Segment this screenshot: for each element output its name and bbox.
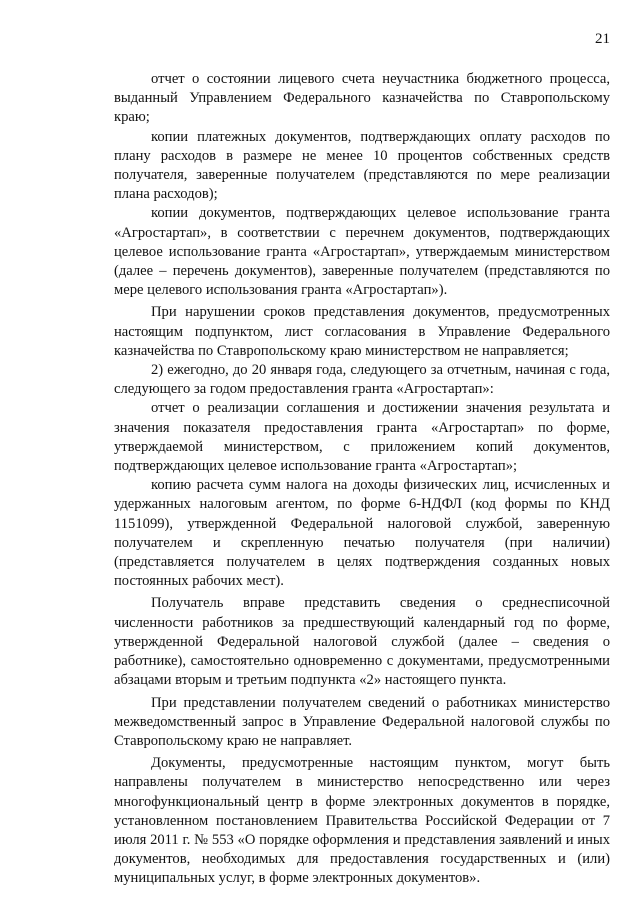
paragraph: копии платежных документов, подтверждающих оплату расходов по плану расходов в размере не менее 10 процентов собственных средств получателя, заверенные получателем (представляются по мере реализации плана расходов);	[114, 128, 610, 203]
paragraph: Документы, предусмотренные настоящим пунктом, могут быть направлены получателем в министерство непосредственно или через многофункциональный центр в форме электронных документов в порядке, установленном постановлением Правительства Российской Федерации от 7 июля 2011 г. № 553 «О порядке оформления и представления заявлений и иных документов, необходимых для предоставления государственных и (или) муниципальных услуг, в форме электронных документов».	[114, 755, 610, 887]
paragraph: копию расчета сумм налога на доходы физических лиц, исчисленных и удержанных налоговым агентом, по форме 6-НДФЛ (код формы по КНД 1151099), утвержденной Федеральной налоговой службой, заверенную получателем и скрепленную печатью получателя (при наличии) (представляется получателем в целях подтверждения созданных новых постоянных рабочих мест).	[114, 477, 610, 590]
paragraph: отчет о реализации соглашения и достижении значения результата и значения показателя предоставления гранта «Агростартап» по форме, утверждаемой министерством, с приложением копий документов, подтверждающих целевое использование гранта «Агростартап»;	[114, 400, 610, 475]
paragraph: копии документов, подтверждающих целевое использование гранта «Агростартап», в соответствии с перечнем документов, подтверждающих целевое использование гранта «Агростартап», утверждаемым министерством (далее – перечень документов), заверенные получателем (представляются по мере целевого использования гранта «Агростартап»).	[114, 205, 610, 299]
paragraph: При нарушении сроков представления документов, предусмотренных настоящим подпунктом, лист согласования в Управление Федерального казначейства по Ставропольскому краю министерством не направляется;	[114, 304, 610, 359]
paragraph: 2) ежегодно, до 20 января года, следующего за отчетным, начиная с года, следующего за годом предоставления гранта «Агростартап»:	[114, 362, 610, 398]
paragraph: При представлении получателем сведений о работниках министерство межведомственный запрос в Управление Федеральной налоговой службы по Ставропольскому краю не направляет.	[114, 694, 610, 749]
document-body	[114, 70, 610, 889]
paragraph: отчет о состоянии лицевого счета неучастника бюджетного процесса, выданный Управлением Федерального казначейства по Ставропольскому краю;	[114, 71, 610, 126]
paragraph: Получатель вправе представить сведения о среднесписочной численности работников за предшествующий календарный год по форме, утвержденной Федеральной налоговой службой (далее – сведения о работнике), самостоятельно одновременно с документами, предусмотренными абзацами вторым и третьим подпункта «2» настоящего пункта.	[114, 595, 610, 689]
page-number: 21	[595, 31, 610, 47]
